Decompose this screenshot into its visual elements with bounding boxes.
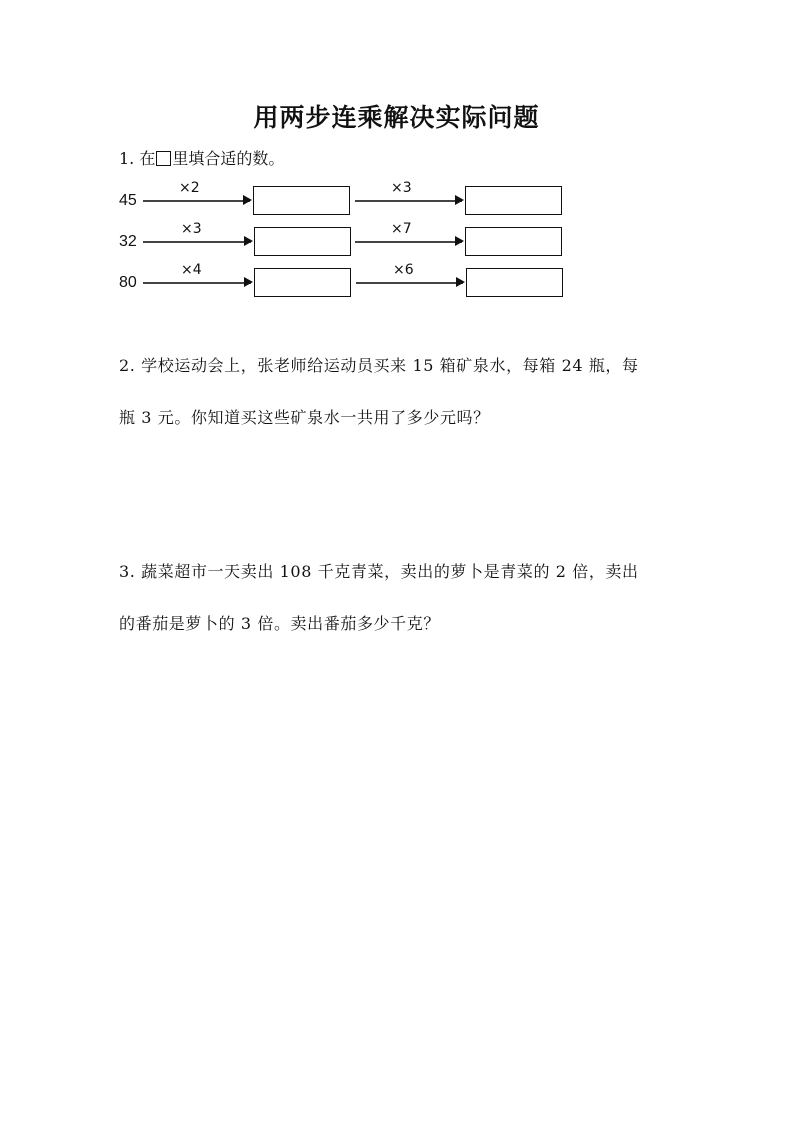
multiplier-label: ×7 — [391, 221, 412, 237]
multiplier-label: ×3 — [391, 180, 412, 196]
multiplier-label: ×2 — [179, 180, 200, 196]
answer-box[interactable] — [465, 227, 562, 256]
start-number: 45 — [119, 192, 137, 209]
multiplier-label: ×3 — [181, 221, 202, 237]
arrow-icon — [355, 241, 462, 243]
answer-box[interactable] — [253, 186, 350, 215]
worksheet-title: 用两步连乘解决实际问题 — [253, 103, 540, 132]
question-3-line-1: 3. 蔬菜超市一天卖出 108 千克青菜，卖出的萝卜是青菜的 2 倍，卖出 — [119, 562, 639, 581]
question-3-line-2: 的番茄是萝卜的 3 倍。卖出番茄多少千克？ — [119, 614, 440, 633]
start-number: 80 — [119, 274, 137, 291]
arrow-icon — [356, 282, 463, 284]
question-2-line-1: 2. 学校运动会上，张老师给运动员买来 15 箱矿泉水，每箱 24 瓶，每 — [119, 356, 639, 375]
arrow-icon — [143, 241, 251, 243]
arrow-icon — [355, 200, 462, 202]
square-icon — [156, 151, 171, 166]
multiplier-label: ×4 — [181, 262, 202, 278]
question-1-suffix: 里填合适的数。 — [172, 149, 285, 168]
answer-box[interactable] — [465, 186, 562, 215]
answer-box[interactable] — [254, 268, 351, 297]
question-3 — [119, 546, 679, 650]
question-2 — [119, 340, 679, 444]
start-number: 32 — [119, 233, 137, 250]
answer-box[interactable] — [466, 268, 563, 297]
chain-row-3 — [0, 262, 793, 298]
arrow-icon — [143, 282, 251, 284]
arrow-icon — [143, 200, 250, 202]
question-1-prefix: 1. 在 — [119, 149, 156, 168]
answer-box[interactable] — [254, 227, 351, 256]
question-2-line-2: 瓶 3 元。你知道买这些矿泉水一共用了多少元吗？ — [119, 408, 490, 427]
chain-row-1 — [0, 180, 793, 216]
question-1-prompt — [119, 146, 284, 169]
multiplier-label: ×6 — [393, 262, 414, 278]
chain-row-2 — [0, 221, 793, 257]
